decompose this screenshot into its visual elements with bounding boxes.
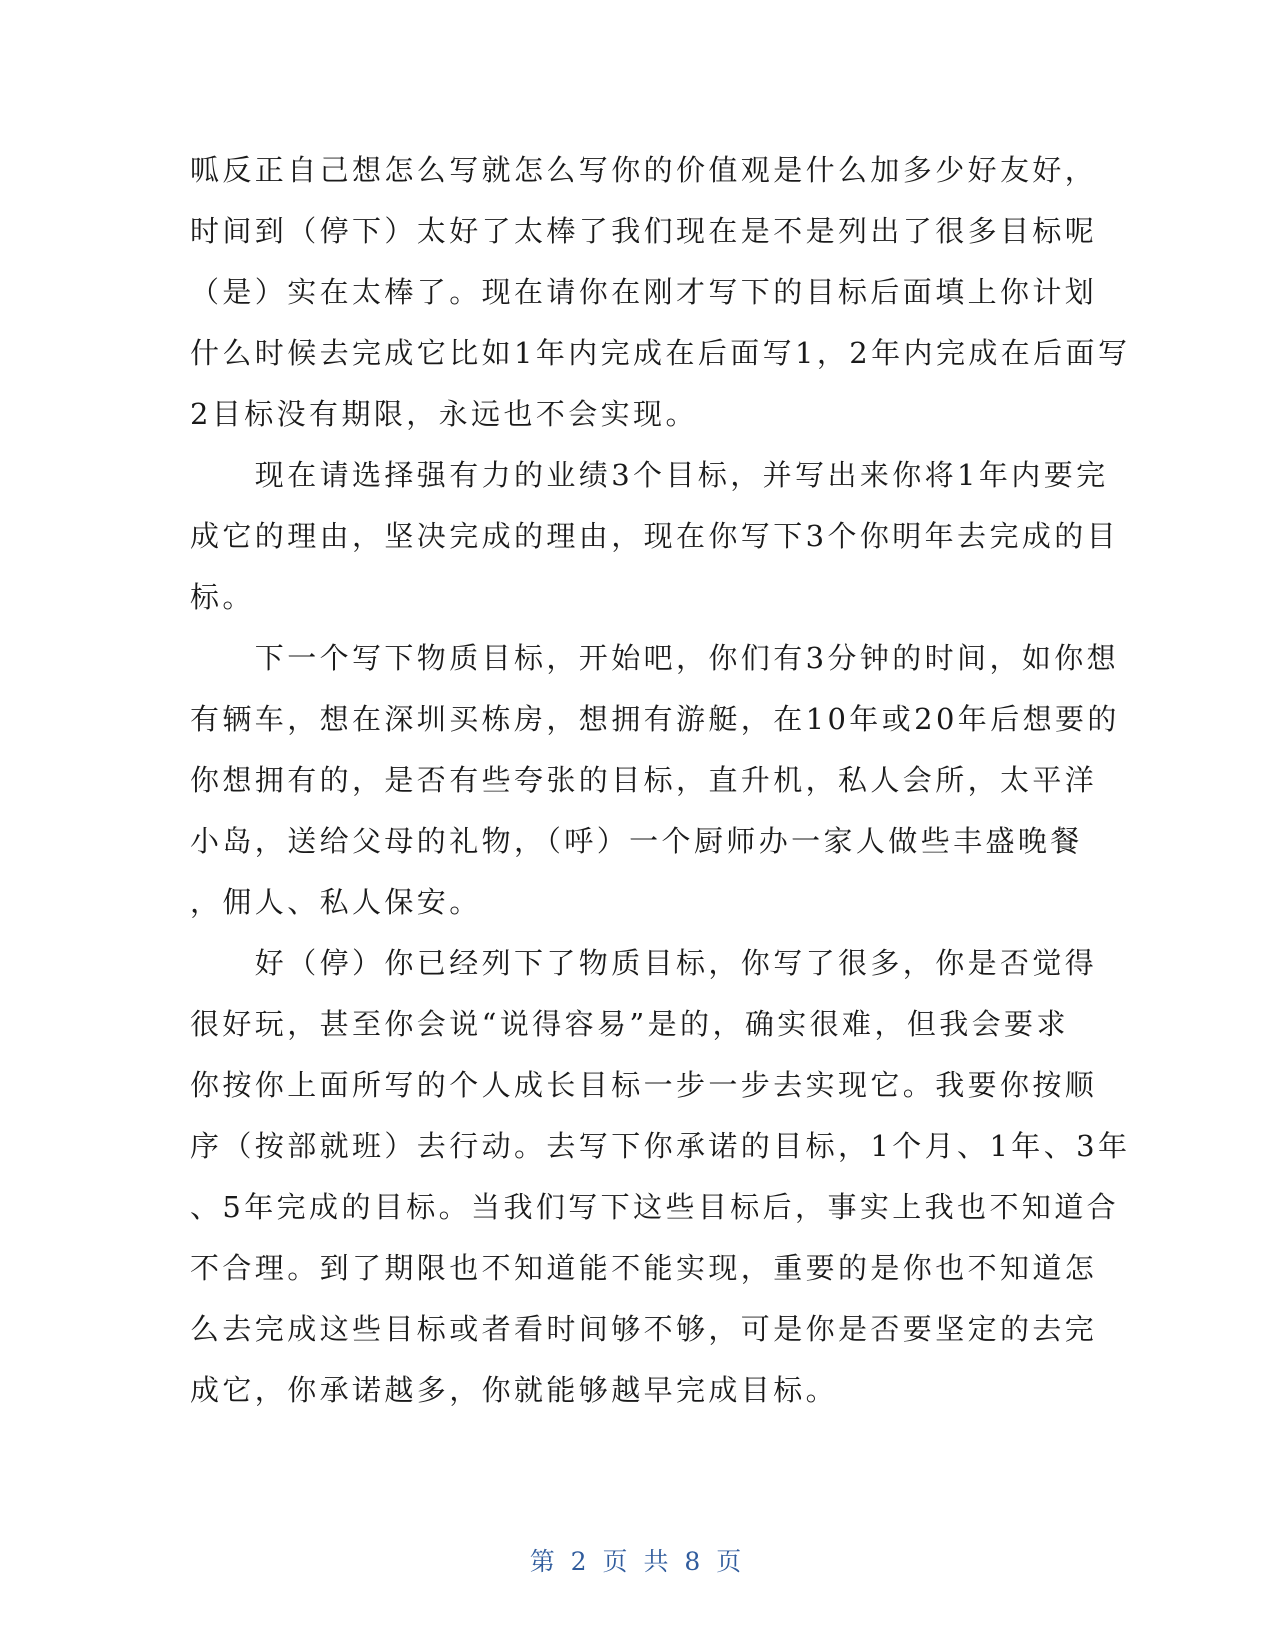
text-line: 、5年完成的目标。当我们写下这些目标后，事实上我也不知道合	[190, 1190, 1120, 1224]
text-line: 么去完成这些目标或者看时间够不够，可是你是否要坚定的去完	[190, 1312, 1098, 1346]
text-line: 好（停）你已经列下了物质目标，你写了很多，你是否觉得	[190, 946, 1098, 980]
footer-suffix: 页	[716, 1547, 746, 1576]
text-line: 什么时候去完成它比如1年内完成在后面写1，2年内完成在后面写	[190, 336, 1131, 370]
current-page-number: 2	[570, 1547, 591, 1576]
text-line: 成它的理由，坚决完成的理由，现在你写下3个你明年去完成的目	[190, 519, 1120, 553]
text-line: 2目标没有期限，永远也不会实现。	[190, 397, 698, 431]
text-line: 不合理。到了期限也不知道能不能实现，重要的是你也不知道怎	[190, 1251, 1098, 1285]
text-line: 现在请选择强有力的业绩3个目标，并写出来你将1年内要完	[190, 458, 1109, 492]
text-line: 时间到（停下）太好了太棒了我们现在是不是列出了很多目标呢	[190, 214, 1098, 248]
total-pages-number: 8	[684, 1547, 705, 1576]
footer-middle: 页 共	[602, 1547, 673, 1576]
page-footer	[0, 1542, 1275, 1578]
text-line: 标。	[190, 580, 255, 614]
text-line: 你想拥有的，是否有些夸张的目标，直升机，私人会所，太平洋	[190, 763, 1098, 797]
text-line: 成它，你承诺越多，你就能够越早完成目标。	[190, 1373, 839, 1407]
text-line: 有辆车，想在深圳买栋房，想拥有游艇，在10年或20年后想要的	[190, 702, 1120, 736]
document-body	[190, 140, 1131, 1421]
text-line: 呱反正自己想怎么写就怎么写你的价值观是什么加多少好友好，	[190, 153, 1098, 187]
text-line: 序（按部就班）去行动。去写下你承诺的目标，1个月、1年、3年	[190, 1129, 1131, 1163]
text-line: （是）实在太棒了。现在请你在刚才写下的目标后面填上你计划	[190, 275, 1098, 309]
text-line: 下一个写下物质目标，开始吧，你们有3分钟的时间，如你想	[190, 641, 1120, 675]
text-line: 你按你上面所写的个人成长目标一步一步去实现它。我要你按顺	[190, 1068, 1098, 1102]
text-line: ，佣人、私人保安。	[190, 885, 482, 919]
text-line: 很好玩，甚至你会说“说得容易”是的，确实很难，但我会要求	[190, 1007, 1069, 1041]
footer-prefix: 第	[529, 1547, 559, 1576]
text-line: 小岛，送给父母的礼物，（呼）一个厨师办一家人做些丰盛晚餐	[190, 824, 1083, 858]
